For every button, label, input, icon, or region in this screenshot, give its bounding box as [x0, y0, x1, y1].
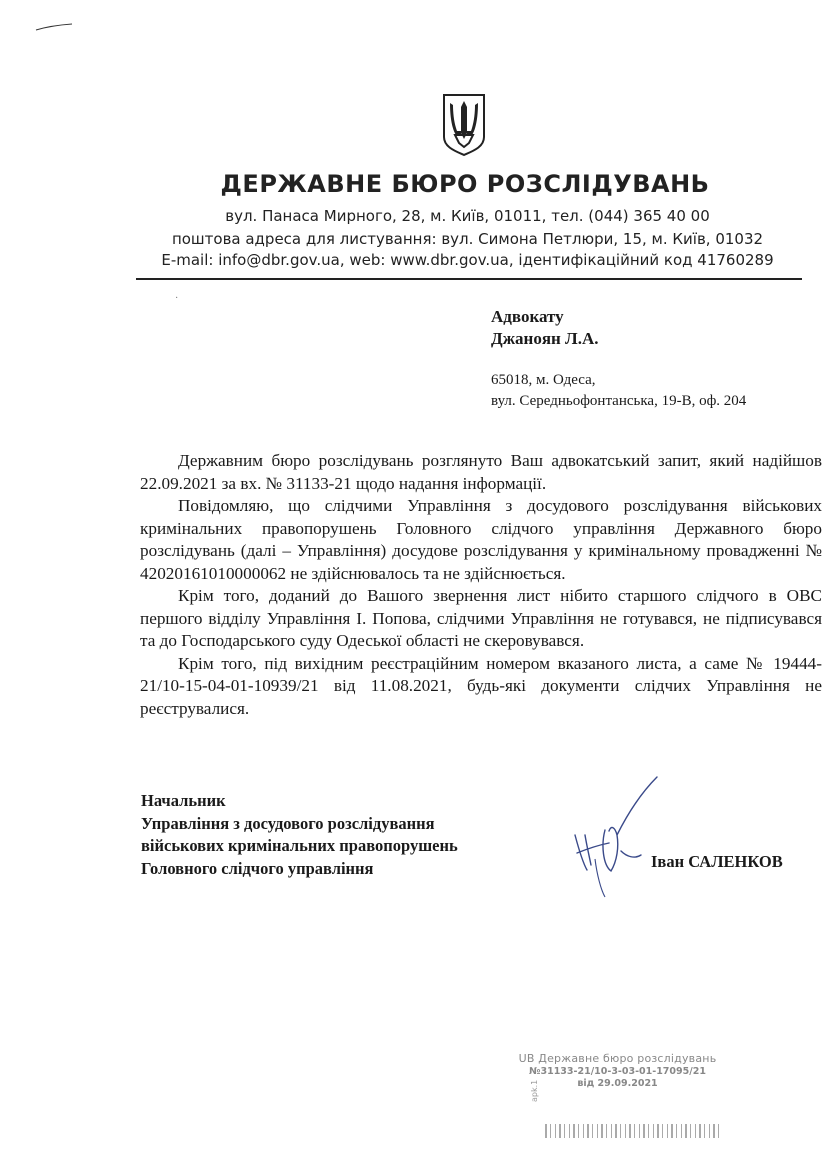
signer-name: Іван САЛЕНКОВ	[651, 852, 783, 871]
barcode-bar	[648, 1124, 649, 1138]
barcode-bar	[681, 1124, 682, 1138]
barcode-bar	[671, 1124, 673, 1138]
recipient-street: вул. Середньофонтанська, 19-В, оф. 204	[491, 393, 747, 409]
barcode-bar	[564, 1124, 565, 1138]
barcode-bar	[643, 1124, 645, 1138]
barcode-bar	[569, 1124, 570, 1138]
handwritten-signature	[565, 775, 665, 900]
signer-position-3: військових кримінальних правопорушень	[141, 836, 458, 855]
barcode-bar	[573, 1124, 575, 1138]
stamp-number: №31133-21/10-3-03-01-17095/21	[529, 1066, 706, 1077]
body-paragraph-3: Крім того, доданий до Вашого звернення лист нібито старшого слідчого в ОВС першого відділу Управління І. Попова, слідчими Управління не готувався, не підписувався та до Господарського суду Одеської області не скеровувався.	[140, 586, 822, 650]
stamp-org: UB Державне бюро розслідувань	[518, 1052, 717, 1065]
barcode-bar	[653, 1124, 654, 1138]
barcode-bar	[606, 1124, 607, 1138]
barcode-bar	[601, 1124, 603, 1138]
barcode-strip	[545, 1124, 725, 1138]
registration-stamp	[510, 1052, 725, 1122]
corner-pen-mark	[34, 22, 74, 32]
recipient-name: Джанoян Л.А.	[491, 329, 599, 348]
barcode-bar	[559, 1124, 561, 1138]
barcode-bar	[555, 1124, 556, 1138]
barcode-bar	[718, 1124, 719, 1138]
signer-position-1: Начальник	[141, 791, 226, 810]
barcode-bar	[578, 1124, 579, 1138]
letter-body	[140, 450, 822, 720]
stamp-date: від 29.09.2021	[577, 1078, 658, 1089]
barcode-bar	[545, 1124, 547, 1138]
signer-position-2: Управління з досудового розслідування	[141, 813, 435, 833]
recipient-block	[491, 306, 599, 350]
org-address-line: вул. Панаса Мирного, 28, м. Київ, 01011, тел. (044) 365 40 00	[225, 207, 710, 225]
barcode-bar	[629, 1124, 631, 1138]
barcode-bar	[587, 1124, 589, 1138]
barcode-bar	[690, 1124, 691, 1138]
recipient-city: 65018, м. Одеса,	[491, 372, 596, 388]
signer-position-4: Головного слідчого управління	[141, 858, 374, 878]
barcode-bar	[704, 1124, 705, 1138]
barcode-bar	[625, 1124, 626, 1138]
stamp-side-code: apk.1	[530, 1079, 539, 1102]
org-name: ДЕРЖАВНЕ БЮРО РОЗСЛІДУВАНЬ	[220, 170, 710, 198]
barcode-bar	[597, 1124, 598, 1138]
barcode-bar	[620, 1124, 621, 1138]
barcode-bar	[611, 1124, 612, 1138]
scan-speck: ·	[175, 293, 179, 304]
barcode-bar	[676, 1124, 677, 1138]
barcode-bar	[699, 1124, 701, 1138]
org-postal-address: поштова адреса для листування: вул. Симона Петлюри, 15, м. Київ, 01032	[171, 230, 764, 248]
barcode-bar	[667, 1124, 668, 1138]
barcode-bar	[662, 1124, 663, 1138]
body-paragraph-4: Крім того, під вихідним реєстраційним номером вказаного листа, а саме № 19444-21/10-15-04-01-10939/21 від 11.08.2021, будь-які документи слідчих Управління не реєструвалися.	[140, 653, 822, 718]
signature-block	[141, 790, 458, 880]
barcode-bar	[550, 1124, 551, 1138]
org-contacts: E-mail: info@dbr.gov.ua, web: www.dbr.gov.ua, ідентифікаційний код 41760289	[161, 251, 774, 269]
barcode-bar	[657, 1124, 659, 1138]
barcode-bar	[709, 1124, 710, 1138]
barcode-bar	[592, 1124, 593, 1138]
barcode-bar	[583, 1124, 584, 1138]
trident-icon	[441, 93, 487, 157]
barcode-bar	[615, 1124, 617, 1138]
recipient-address	[491, 370, 746, 412]
barcode-bar	[695, 1124, 696, 1138]
header-divider	[136, 278, 802, 280]
body-paragraph-1: Державним бюро розслідувань розглянуто Ваш адвокатський запит, який надійшов 22.09.2021 за вх. № 31133-21 щодо надання інформації.	[140, 451, 822, 493]
recipient-title: Адвокату	[491, 307, 564, 326]
barcode-bar	[685, 1124, 687, 1138]
barcode-bar	[713, 1124, 715, 1138]
barcode-bar	[639, 1124, 640, 1138]
barcode-bar	[634, 1124, 635, 1138]
body-paragraph-2: Повідомляю, що слідчими Управління з досудового розслідування військових кримінальних правопорушень Головного слідчого управління Державного бюро розслідувань (далі – Управління) досудове розслідування у кримінальному провадженні № 42020161010000062 не здійснювалось та не здійснюється.	[140, 496, 822, 583]
